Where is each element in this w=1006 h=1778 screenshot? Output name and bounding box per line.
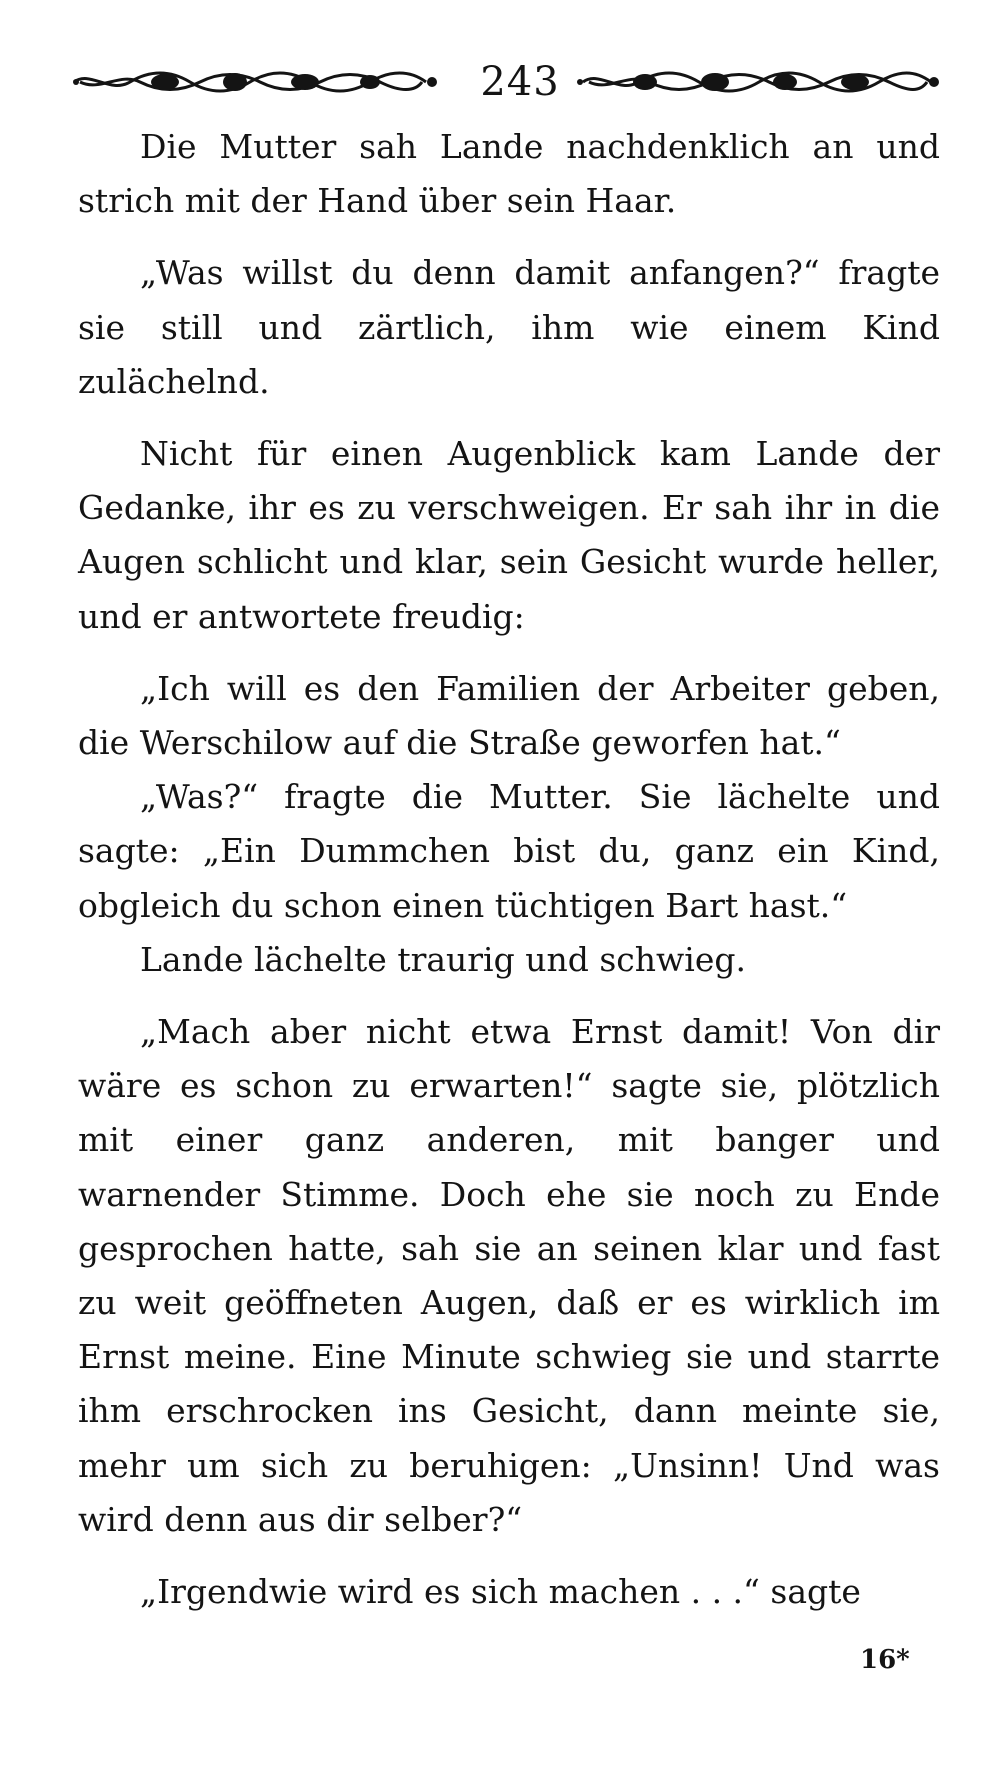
paragraph: Lande lächelte traurig und schwieg. (140, 939, 746, 979)
paragraph: Nicht für einen Augenblick kam Lande der Gedanke, ihr es zu verschweigen. Er sah ihr in die Augen schlicht und klar, sein Gesicht wurde heller, und er antwortete freudig: (78, 434, 940, 636)
page-number: 243 (480, 59, 560, 105)
paragraph: „Ich will es den Familien der Arbeiter geben, die Werschilow auf die Straße geworfen hat.“ (78, 668, 940, 763)
paragraph: „Irgendwie wird es sich machen . . .“ sagte (140, 1572, 861, 1612)
paragraph: Die Mutter sah Lande nachdenklich an und strich mit der Hand über sein Haar. (78, 127, 940, 221)
flourish-ornament-icon (70, 66, 438, 98)
flourish-ornament-icon (575, 66, 940, 98)
page-header (70, 52, 940, 112)
body-text (78, 120, 940, 1637)
paragraph: „Was willst du denn damit anfangen?“ fragte sie still und zärtlich, ihm wie einem Kind zulächelnd. (78, 253, 940, 401)
paragraph: „Mach aber nicht etwa Ernst damit! Von dir wäre es schon zu erwarten!“ sagte sie, plötzlich mit einer ganz anderen, mit banger und warnender Stimme. Doch ehe sie noch zu Ende gesprochen hatte, sah sie an seinen klar und fast zu weit geöffneten Augen, daß er es wirklich im Ernst meine. Eine Minute schwieg sie und starrte ihm erschrocken ins Gesicht, dann meinte sie, mehr um sich zu beruhigen: „Unsinn! Und was wird denn aus dir selber?“ (78, 1012, 940, 1539)
signature-mark: 16* (860, 1645, 910, 1675)
paragraph: „Was?“ fragte die Mutter. Sie lächelte und sagte: „Ein Dummchen bist du, ganz ein Kind, obgleich du schon einen tüchtigen Bart hast.“ (78, 777, 940, 925)
